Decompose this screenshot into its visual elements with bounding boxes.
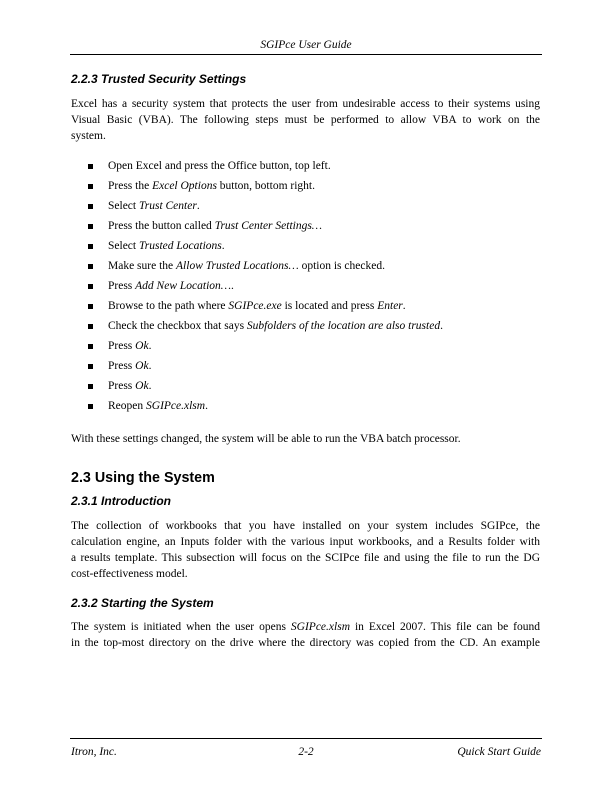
step-text: Make sure the (108, 260, 177, 272)
header-rule (70, 54, 542, 55)
footer-rule (70, 738, 542, 739)
step-emphasis: Trusted Locations (138, 240, 222, 252)
step-text: Press the (108, 180, 153, 192)
intro-line: a results template. This subsection will focus on the SCIPce file and using the file to run the DG (71, 552, 540, 564)
closing-paragraph (71, 431, 540, 447)
intro-line: cost-effectiveness model. (71, 568, 188, 580)
list-item (0, 219, 612, 233)
starting-paragraph (71, 619, 540, 651)
step-text: Open Excel and press the Office button, top left. (108, 160, 331, 172)
square-bullet-icon (88, 244, 93, 249)
step-text: . (148, 380, 152, 392)
step-text: Browse to the path where (108, 300, 229, 312)
step-text: button, bottom right. (216, 180, 315, 192)
step-text: Check the checkbox that says (108, 320, 247, 332)
intro-line: The collection of workbooks that you have installed on your system includes SGIPce, the (71, 520, 540, 532)
list-item (0, 179, 612, 193)
list-item (0, 259, 612, 273)
square-bullet-icon (88, 304, 93, 309)
page-footer (70, 745, 542, 759)
step-emphasis: Allow Trusted Locations… (176, 260, 299, 272)
step-text: . (440, 320, 443, 332)
step-text: option is checked. (298, 260, 385, 272)
footer-company: Itron, Inc. (71, 746, 117, 758)
step-text: . (196, 200, 200, 212)
list-item (0, 399, 612, 413)
closing-line: With these settings changed, the system will be able to run the VBA batch processor. (71, 433, 461, 445)
heading-introduction: 2.3.1 Introduction (71, 494, 172, 508)
square-bullet-icon (88, 364, 93, 369)
intro-paragraph (71, 96, 540, 144)
filename-emphasis: SGIPce.xlsm (290, 621, 350, 633)
list-item (0, 239, 612, 253)
step-text: Select (108, 200, 139, 212)
step-emphasis: Ok (135, 340, 149, 352)
square-bullet-icon (88, 324, 93, 329)
introduction-paragraph (71, 518, 540, 582)
square-bullet-icon (88, 384, 93, 389)
square-bullet-icon (88, 404, 93, 409)
intro-line: system. (71, 130, 106, 142)
starting-text: The system is initiated when the user opens (71, 621, 291, 633)
footer-document-title: Quick Start Guide (457, 746, 541, 758)
heading-trusted-security-settings: 2.2.3 Trusted Security Settings (71, 72, 247, 86)
square-bullet-icon (88, 284, 93, 289)
step-emphasis: Trust Center Settings… (214, 220, 323, 232)
step-text: . (221, 240, 225, 252)
square-bullet-icon (88, 344, 93, 349)
step-text: is located and press (281, 300, 378, 312)
step-emphasis: Trust Center (138, 200, 197, 212)
step-text: . (148, 340, 152, 352)
list-item (0, 279, 612, 293)
step-text: . (205, 400, 208, 412)
step-text: Press (108, 360, 136, 372)
square-bullet-icon (88, 264, 93, 269)
starting-text: in Excel 2007. This file can be found (350, 621, 540, 633)
step-text: Press the button called (108, 220, 215, 232)
step-text: . (231, 280, 234, 292)
starting-line: in the top-most directory on the drive where the directory was copied from the CD. An example (71, 637, 540, 649)
step-text: Press (108, 380, 136, 392)
list-item (0, 339, 612, 353)
square-bullet-icon (88, 184, 93, 189)
step-text: Press (108, 340, 136, 352)
step-emphasis: Excel Options (152, 180, 217, 192)
step-emphasis: Ok (135, 380, 149, 392)
step-emphasis: Enter (377, 300, 403, 312)
running-header: SGIPce User Guide (260, 39, 352, 51)
list-item (0, 199, 612, 213)
step-emphasis: SGIPce.xlsm (146, 400, 206, 412)
step-text: . (402, 300, 406, 312)
square-bullet-icon (88, 224, 93, 229)
list-item (0, 319, 612, 333)
step-emphasis: Add New Location… (135, 280, 231, 292)
step-text: Press (108, 280, 136, 292)
step-text: Reopen (108, 400, 147, 412)
starting-line (71, 619, 540, 635)
list-item (0, 379, 612, 393)
heading-using-the-system: 2.3 Using the System (71, 470, 215, 486)
step-text: . (148, 360, 152, 372)
intro-line: calculation engine, an Inputs folder with the various input workbooks, and a Results folder with (71, 536, 540, 548)
intro-line: Excel has a security system that protects the user from undesirable access to their systems using (71, 98, 540, 110)
square-bullet-icon (88, 204, 93, 209)
step-text: Select (108, 240, 139, 252)
step-emphasis: Subfolders of the location are also trusted (246, 320, 441, 332)
square-bullet-icon (88, 164, 93, 169)
list-item (0, 299, 612, 313)
footer-page-number: 2-2 (298, 746, 314, 758)
list-item (0, 159, 612, 173)
step-emphasis: SGIPce.exe (228, 300, 282, 312)
intro-line: Visual Basic (VBA). The following steps must be performed to allow VBA to work on the (71, 114, 540, 126)
step-emphasis: Ok (135, 360, 149, 372)
list-item (0, 359, 612, 373)
heading-starting-the-system: 2.3.2 Starting the System (71, 596, 214, 610)
